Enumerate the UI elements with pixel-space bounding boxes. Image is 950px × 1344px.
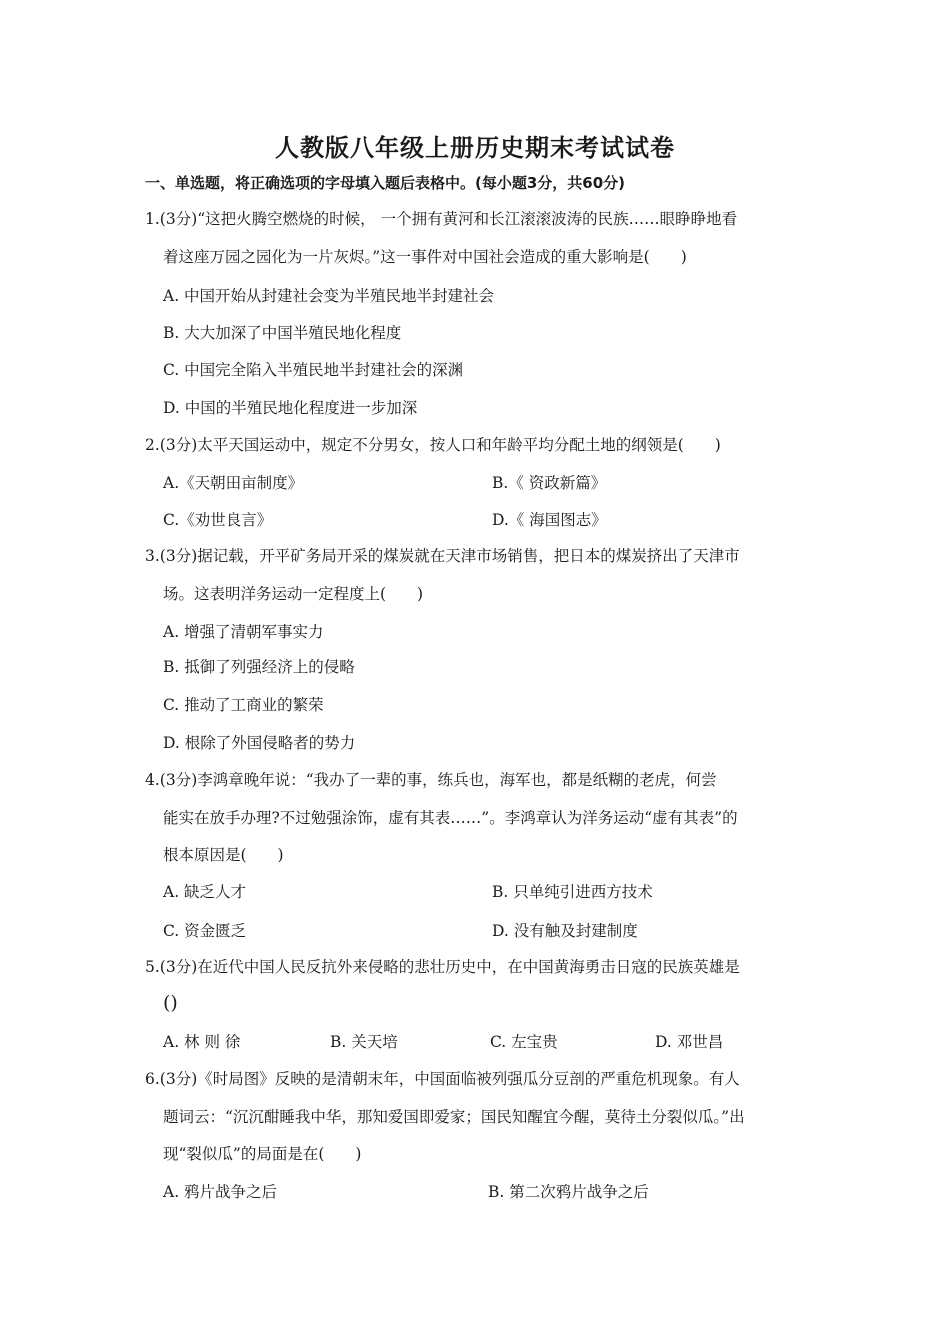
question-1-option-a: A. 中国开始从封建社会变为半殖民地半封建社会	[163, 287, 495, 305]
question-2-option-c: C.《劝世良言》	[163, 511, 273, 529]
question-3-line-1: 3.(3分)据记载，开平矿务局开采的煤炭就在天津市场销售，把日本的煤炭挤出了天津市	[145, 547, 740, 565]
question-3-line-2: 场。这表明洋务运动一定程度上( )	[163, 585, 424, 603]
question-1-option-d: D. 中国的半殖民地化程度进一步加深	[163, 399, 418, 417]
question-4-option-b: B. 只单纯引进西方技术	[492, 883, 653, 901]
question-3-option-d: D. 根除了外国侵略者的势力	[163, 734, 356, 752]
question-1-option-c: C. 中国完全陷入半殖民地半封建社会的深渊	[163, 361, 464, 379]
question-6-line-1: 6.(3分)《时局图》反映的是清朝末年，中国面临被列强瓜分豆剖的严重危机现象。有人	[145, 1070, 740, 1088]
question-3-option-a: A. 增强了清朝军事实力	[163, 623, 324, 641]
question-5-option-a: A. 林 则 徐	[163, 1033, 241, 1051]
question-4-line-3: 根本原因是( )	[163, 846, 284, 864]
question-1-line-1: 1.(3分)“这把火腾空燃烧的时候， 一个拥有黄河和长江滚滚波涛的民族……眼睁睁地看	[145, 210, 738, 228]
question-2-option-d: D.《 海国图志》	[492, 511, 607, 529]
question-6-option-a: A. 鸦片战争之后	[163, 1183, 278, 1201]
question-4-option-a: A. 缺乏人才	[163, 883, 247, 901]
question-1-line-2: 着这座万园之园化为一片灰烬。”这一事件对中国社会造成的重大影响是( )	[163, 248, 687, 266]
question-3-option-b: B. 抵御了列强经济上的侵略	[163, 658, 355, 676]
question-3-option-c: C. 推动了工商业的繁荣	[163, 696, 324, 714]
section-heading: 一、单选题，将正确选项的字母填入题后表格中。(每小题3分，共60分)	[145, 174, 626, 192]
question-2-line-1: 2.(3分)太平天国运动中，规定不分男女，按人口和年龄平均分配土地的纲领是( )	[145, 436, 721, 454]
question-4-option-d: D. 没有触及封建制度	[492, 922, 638, 940]
question-5-line-2: ()	[163, 992, 178, 1014]
question-2-option-a: A.《天朝田亩制度》	[163, 474, 304, 492]
question-2-option-b: B.《 资政新篇》	[492, 474, 607, 492]
question-6-line-2: 题词云：“沉沉酣睡我中华，那知爱国即爱家；国民知醒宜今醒，莫待土分裂似瓜。”出	[163, 1108, 745, 1126]
question-4-line-1: 4.(3分)李鸿章晚年说：“我办了一辈的事，练兵也，海军也，都是纸糊的老虎，何尝	[145, 771, 717, 789]
question-5-option-d: D. 邓世昌	[655, 1033, 724, 1051]
question-4-option-c: C. 资金匮乏	[163, 922, 247, 940]
question-4-line-2: 能实在放手办理?不过勉强涂饰，虚有其表……”。李鸿章认为洋务运动“虚有其表”的	[163, 809, 738, 827]
question-5-option-c: C. 左宝贵	[490, 1033, 558, 1051]
question-5-option-b: B. 关天培	[330, 1033, 398, 1051]
question-5-line-1: 5.(3分)在近代中国人民反抗外来侵略的悲壮历史中，在中国黄海勇击日寇的民族英雄是	[145, 958, 740, 976]
question-6-line-3: 现“裂似瓜”的局面是在( )	[163, 1145, 362, 1163]
page-title: 人教版八年级上册历史期末考试试卷	[275, 134, 675, 162]
question-6-option-b: B. 第二次鸦片战争之后	[488, 1183, 649, 1201]
question-1-option-b: B. 大大加深了中国半殖民地化程度	[163, 324, 402, 342]
